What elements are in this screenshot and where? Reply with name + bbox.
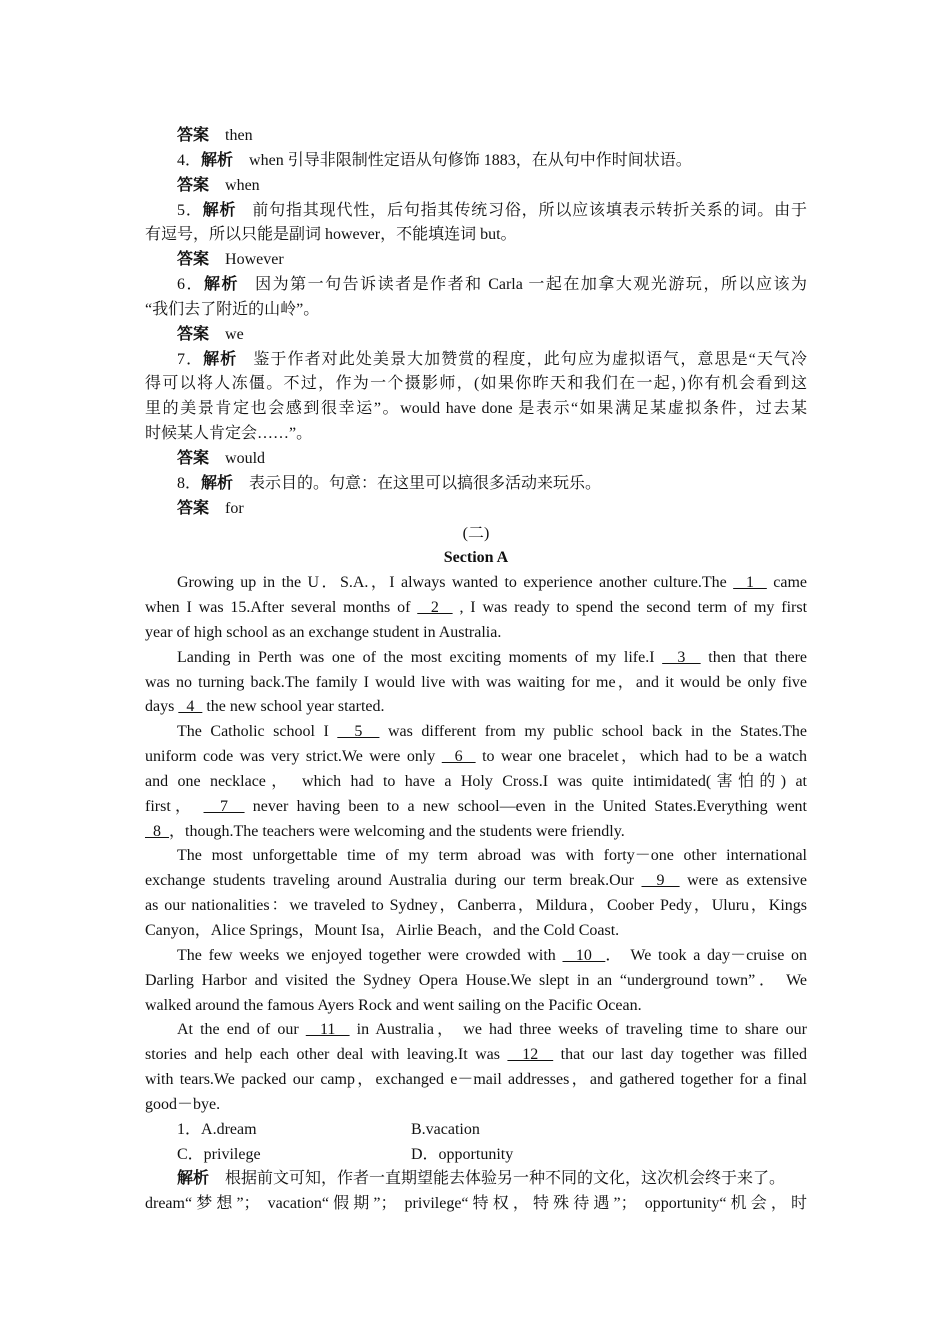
blank-1: 1 xyxy=(733,574,767,592)
passage-p4-line-4: Canyon，Alice Springs，Mount Isa，Airlie Beach，and the Cold Coast. xyxy=(145,922,620,939)
analysis-7-line-4: 时候某人肯定会……”。 xyxy=(145,425,313,443)
passage-text: , I was ready to spend the second term of my first xyxy=(452,599,807,617)
blank-3: 3 xyxy=(662,648,701,666)
analysis-text: 根据前文可知，作者一直期望能去体验另一种不同的文化，这次机会终于来了。 xyxy=(225,1170,786,1188)
answer-value: However xyxy=(225,251,284,269)
passage-text: then that there xyxy=(700,648,807,666)
answer-value: then xyxy=(225,127,253,144)
analysis-label: 解析 xyxy=(201,151,234,169)
passage-text: ． We took a day－cruise on xyxy=(605,946,807,964)
blank-6: 6 xyxy=(441,748,476,766)
passage-text: Landing in Perth was one of the most exciting moments of my life.I xyxy=(177,648,663,666)
passage-p3-line-3: and one necklace， which had to have a Holy Cross.I was quite intimidated(害怕的) at xyxy=(145,772,807,790)
passage-text: At the end of our xyxy=(177,1021,306,1039)
passage-p3-line-1 xyxy=(145,720,807,745)
analysis-7-line-3: 里的美景肯定也会感到很幸运”。would have done 是表示“如果满足某虚拟条件，过去某 xyxy=(145,400,807,418)
passage-p2-line-2: was no turning back.The family I would live with was waiting for me，and it would be only five xyxy=(145,673,807,691)
question-number: 7． xyxy=(177,350,204,368)
analysis-text: 因为第一句告诉读者是作者和 Carla 一起在加拿大观光游玩，所以应该为 xyxy=(255,276,807,294)
passage-text: days xyxy=(145,698,179,716)
question-1-options-ab xyxy=(145,1118,807,1143)
passage-p4-line-3: as our nationalities：we traveled to Sydney，Canberra，Mildura，Coober Pedy，Uluru，Kings xyxy=(145,897,807,915)
question-number: 8． xyxy=(177,474,202,492)
analysis-6-line-1 xyxy=(145,273,807,298)
analysis-text: 前句指其现代性，后句指其传统习俗，所以应该填表示转折关系的词。由于 xyxy=(252,201,807,219)
blank-11: 11 xyxy=(305,1021,350,1039)
passage-text: uniform code was very strict.We were only xyxy=(145,748,442,766)
answer-7 xyxy=(145,447,807,472)
analysis-7-line-2: 得可以将人冻僵。不过，作为一个摄影师，(如果你昨天和我们在一起，)你有机会看到这 xyxy=(145,375,807,393)
option-c: C．privilege xyxy=(177,1145,261,1163)
answer-value: would xyxy=(225,449,266,467)
analysis-1-line-2: dream“梦想”； vacation“假期”； privilege“特权，特殊待遇”； opportunity“机会，时 xyxy=(145,1195,807,1213)
blank-8: 8 xyxy=(145,822,169,840)
passage-text: was different from my public school back in the States.The xyxy=(379,723,807,741)
passage-p2-line-1 xyxy=(145,646,807,671)
analysis-label: 解析 xyxy=(201,474,234,492)
answer-label: 答案 xyxy=(177,127,210,144)
passage-p5-line-1 xyxy=(145,944,807,969)
analysis-8 xyxy=(145,472,807,497)
answer-5 xyxy=(145,248,807,273)
blank-10: 10 xyxy=(562,946,606,964)
passage-text: ，though.The teachers were welcoming and the students were friendly. xyxy=(169,822,625,840)
analysis-label: 解析 xyxy=(204,276,240,294)
passage-text: to wear one bracelet，which had to be a watch xyxy=(475,748,807,766)
part-title: (二) xyxy=(462,524,490,542)
analysis-5-line-1 xyxy=(145,199,807,224)
passage-p3-line-4 xyxy=(145,795,807,820)
question-number: 4． xyxy=(177,151,202,169)
blank-2: 2 xyxy=(417,599,453,617)
answer-3 xyxy=(145,124,807,149)
answer-label: 答案 xyxy=(177,176,210,194)
passage-p5-line-3: walked around the famous Ayers Rock and went sailing on the Pacific Ocean. xyxy=(145,996,642,1014)
analysis-4 xyxy=(145,149,807,174)
blank-4: 4 xyxy=(178,698,203,716)
answer-label: 答案 xyxy=(177,325,210,343)
passage-text: The few weeks we enjoyed together were crowded with xyxy=(177,946,563,964)
passage-p3-line-2 xyxy=(145,745,807,770)
passage-p4-line-1: The most unforgettable time of my term abroad was with forty－one other international xyxy=(177,847,807,865)
passage-p4-line-2 xyxy=(145,869,807,894)
passage-p1-line-3: year of high school as an exchange student in Australia. xyxy=(145,623,502,641)
passage-text: first， xyxy=(145,797,204,815)
passage-text: stories and help each other deal with leaving.It was xyxy=(145,1046,508,1064)
answer-label: 答案 xyxy=(177,499,210,517)
passage-text: were as extensive xyxy=(679,872,807,890)
analysis-text: 表示目的。句意：在这里可以搞很多活动来玩乐。 xyxy=(249,474,602,492)
analysis-label: 解析 xyxy=(202,201,237,219)
answer-label: 答案 xyxy=(177,449,210,467)
passage-p5-line-2: Darling Harbor and visited the Sydney Opera House.We slept in an “underground town”． We xyxy=(145,971,807,989)
option-d: D．opportunity xyxy=(411,1145,514,1163)
passage-p6-line-1 xyxy=(145,1018,807,1043)
analysis-7-line-1 xyxy=(145,348,807,373)
option-b: B.vacation xyxy=(411,1120,480,1138)
analysis-6-line-2: “我们去了附近的山岭”。 xyxy=(145,300,320,318)
section-title: Section A xyxy=(443,549,509,567)
passage-text: Growing up in the U．S.A.，I always wanted to experience another culture.The xyxy=(177,574,734,592)
passage-p2-line-3 xyxy=(145,695,807,720)
passage-text: the new school year started. xyxy=(202,698,385,716)
passage-text: exchange students traveling around Australia during our term break.Our xyxy=(145,872,642,890)
passage-p6-line-4: good－bye. xyxy=(145,1095,221,1113)
question-number: 6． xyxy=(177,276,205,294)
answer-label: 答案 xyxy=(177,251,210,269)
analysis-1-line-1 xyxy=(145,1167,807,1192)
passage-text: The Catholic school I xyxy=(177,723,338,741)
passage-text: when I was 15.After several months of xyxy=(145,599,418,617)
analysis-5-line-2: 有逗号，所以只能是副词 however，不能填连词 but。 xyxy=(145,226,517,244)
answer-8 xyxy=(145,497,807,522)
document-body xyxy=(145,124,807,1217)
passage-p6-line-3: with tears.We packed our camp，exchanged e－mail addresses，and gathered together for a final xyxy=(145,1071,807,1089)
passage-p1-line-2 xyxy=(145,596,807,621)
answer-6 xyxy=(145,323,807,348)
analysis-label: 解析 xyxy=(177,1170,210,1188)
question-1-options-cd xyxy=(145,1143,807,1168)
question-number: 5． xyxy=(177,201,203,219)
blank-5: 5 xyxy=(337,723,380,741)
blank-7: 7 xyxy=(203,797,245,815)
answer-value: we xyxy=(225,325,244,343)
passage-text: that our last day together was filled xyxy=(553,1046,807,1064)
passage-p6-line-2 xyxy=(145,1043,807,1068)
answer-value: for xyxy=(225,499,244,517)
blank-12: 12 xyxy=(507,1046,554,1064)
passage-text: came xyxy=(766,574,807,592)
answer-value: when xyxy=(225,176,260,194)
blank-9: 9 xyxy=(641,872,680,890)
question-number: 1． xyxy=(177,1120,202,1138)
answer-4 xyxy=(145,174,807,199)
passage-p3-line-5 xyxy=(145,820,807,845)
option-a: A.dream xyxy=(201,1120,257,1138)
passage-text: in Australia， we had three weeks of traveling time to share our xyxy=(349,1021,807,1039)
analysis-label: 解析 xyxy=(203,350,238,368)
passage-p1-line-1 xyxy=(145,571,807,596)
analysis-text: when 引导非限制性定语从句修饰 1883，在从句中作时间状语。 xyxy=(249,151,692,169)
passage-text: never having been to a new school—even in the United States.Everything went xyxy=(244,797,807,815)
analysis-text: 鉴于作者对此处美景大加赞赏的程度，此句应为虚拟语气，意思是“天气冷 xyxy=(253,350,807,368)
